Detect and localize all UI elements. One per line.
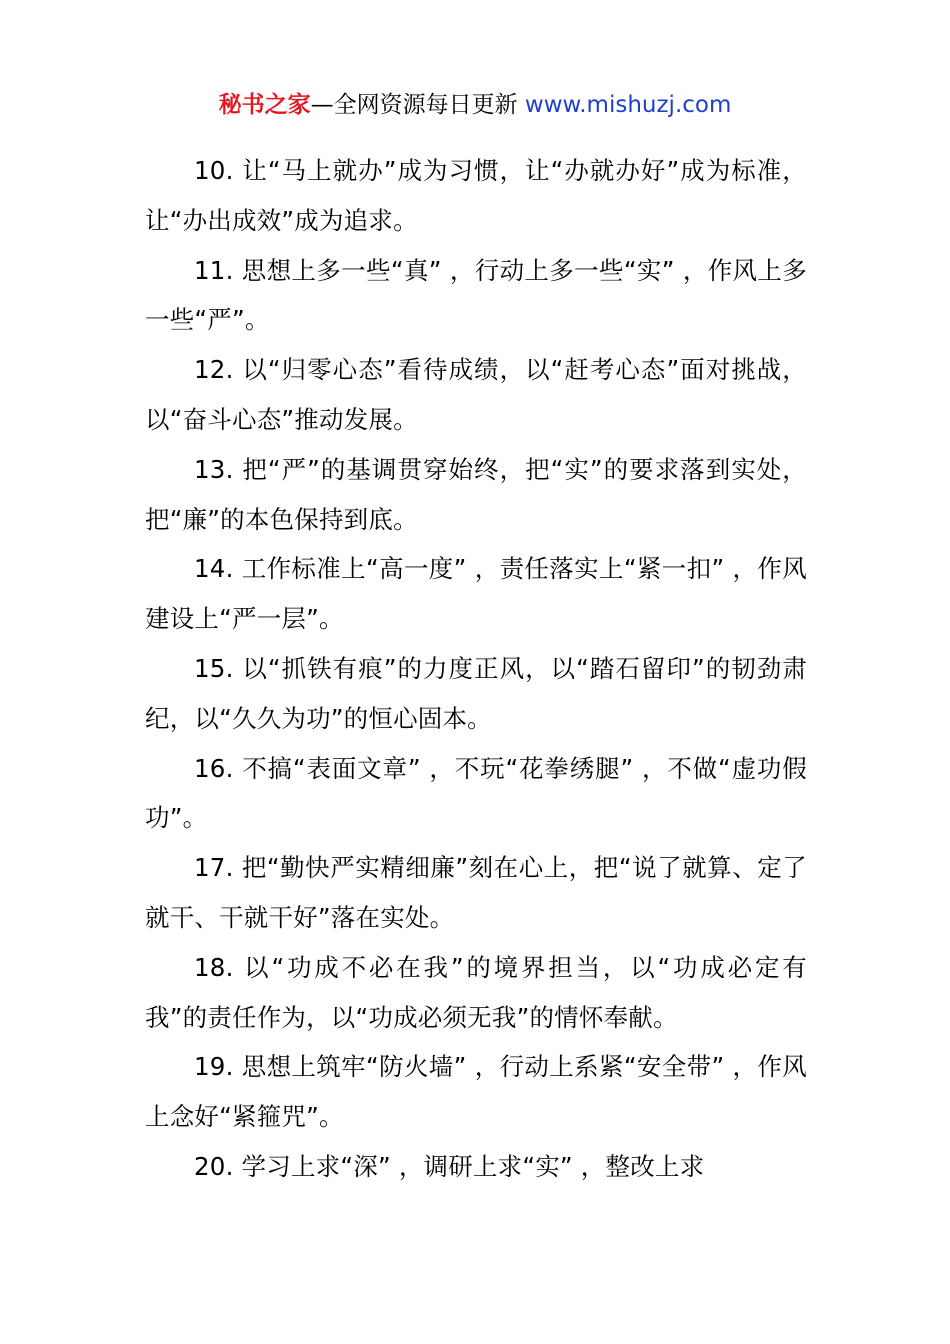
document-body xyxy=(145,146,807,1192)
paragraph-14: 14. 工作标准上“高一度” ，责任落实上“紧一扣” ，作风建设上“严一层”。 xyxy=(145,554,807,634)
paragraph-19: 19. 思想上筑牢“防火墙” ，行动上系紧“安全带” ，作风上念好“紧箍咒”。 xyxy=(145,1052,807,1132)
paragraph-20: 20. 学习上求“深” ，调研上求“实” ，整改上求 xyxy=(194,1151,705,1181)
paragraph-12: 12. 以“归零心态”看待成绩，以“赶考心态”面对挑战，以“奋斗心态”推动发展。 xyxy=(145,355,807,434)
paragraph-10: 10. 让“马上就办”成为习惯，让“办就办好”成为标准，让“办出成效”成为追求。 xyxy=(145,156,807,235)
paragraph-18: 18. 以“功成不必在我”的境界担当，以“功成必定有我”的责任作为，以“功成必须无我”的情怀奉献。 xyxy=(145,952,807,1032)
paragraph-15: 15. 以“抓铁有痕”的力度正风，以“踏石留印”的韧劲肃纪，以“久久为功”的恒心固本。 xyxy=(145,653,807,733)
paragraph-17: 17. 把“勤快严实精细廉”刻在心上，把“说了就算、定了就干、干就干好”落在实处。 xyxy=(145,853,807,932)
paragraph-13: 13. 把“严”的基调贯穿始终，把“实”的要求落到实处，把“廉”的本色保持到底。 xyxy=(145,454,807,534)
site-brand: 秘书之家 xyxy=(218,92,311,118)
paragraph-11: 11. 思想上多一些“真” ，行动上多一些“实” ，作风上多一些“严”。 xyxy=(145,255,807,335)
page-header xyxy=(0,88,950,122)
paragraph-16: 16. 不搞“表面文章” ，不玩“花拳绣腿” ，不做“虚功假功”。 xyxy=(145,753,807,833)
site-tagline: —全网资源每日更新 xyxy=(310,92,525,118)
site-url-link[interactable]: www.mishuzj.com xyxy=(524,92,732,118)
